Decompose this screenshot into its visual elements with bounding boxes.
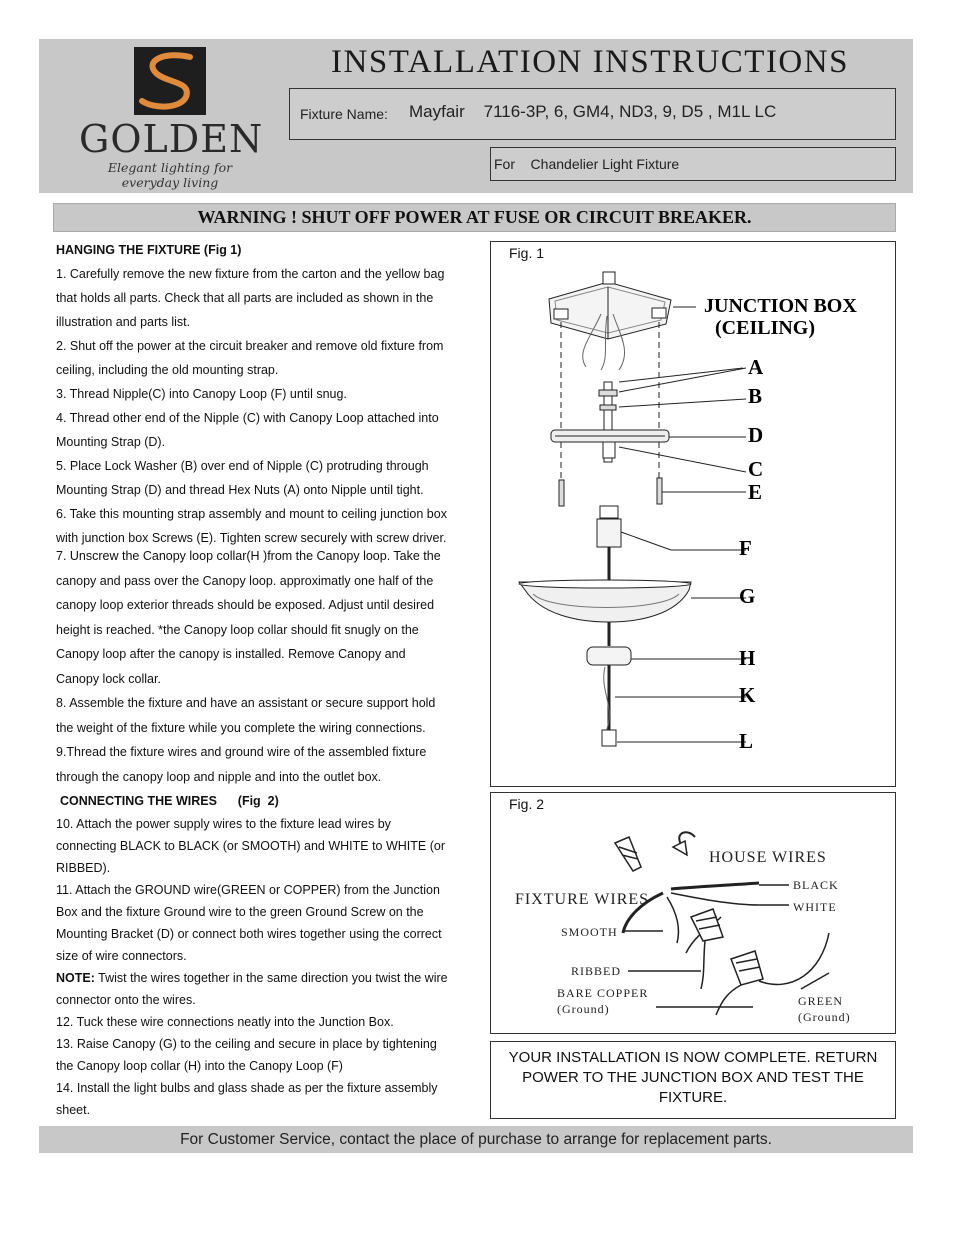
fixture-type-value: For Chandelier Light Fixture <box>494 156 680 172</box>
green-label: GREEN <box>798 994 843 1008</box>
golden-logo <box>79 42 264 192</box>
brand-name: GOLDEN <box>79 117 264 161</box>
figure-1 <box>490 241 896 787</box>
figure-2 <box>490 792 896 1034</box>
step-line: through the canopy loop and nipple and into the outlet box. <box>56 769 382 784</box>
smooth-label: SMOOTH <box>561 925 618 939</box>
fixture-type-box <box>490 147 896 181</box>
step-line: 9.Thread the fixture wires and ground wire of the assembled fixture <box>56 745 427 759</box>
ceiling-label: (CEILING) <box>715 317 816 339</box>
step-line: connecting BLACK to BLACK (or SMOOTH) and WHITE to WHITE (or <box>56 839 445 853</box>
completion-note <box>490 1041 896 1119</box>
step-line: 11. Attach the GROUND wire(GREEN or COPPER) from the Junction <box>56 883 440 897</box>
note-text: Twist the wires together in the same direction you twist the wire <box>94 971 448 985</box>
warning-banner: WARNING ! SHUT OFF POWER AT FUSE OR CIRCUIT BREAKER. <box>53 203 896 232</box>
ground-left-label: (Ground) <box>557 1002 610 1016</box>
step-line: RIBBED). <box>56 861 111 875</box>
bare-copper-label: BARE COPPER <box>557 986 649 1000</box>
fixture-name-box <box>289 88 896 140</box>
wiring-heading: CONNECTING THE WIRES (Fig 2) <box>60 794 279 808</box>
step-line: 3. Thread Nipple(C) into Canopy Loop (F) until snug. <box>56 387 347 401</box>
part-label-d: D <box>748 423 764 447</box>
step-line: Canopy loop after the canopy is installed. Remove Canopy and <box>56 647 406 661</box>
step-line: the weight of the fixture while you complete the wiring connections. <box>56 720 426 735</box>
wiring-steps <box>56 813 481 1121</box>
step-line: ceiling, including the old mounting strap. <box>56 363 279 377</box>
part-label-g: G <box>739 584 756 608</box>
step-line: that holds all parts. Check that all parts are included as shown in the <box>56 291 434 305</box>
hanging-steps-continued <box>56 544 481 789</box>
golden-s-logo-icon <box>134 47 206 115</box>
step-line: size of wire connectors. <box>56 949 187 963</box>
step-line: Canopy lock collar. <box>56 671 161 686</box>
part-label-l: L <box>739 729 754 753</box>
part-label-k: K <box>739 683 756 707</box>
completion-line: YOUR INSTALLATION IS NOW COMPLETE. RETURN <box>508 1049 878 1066</box>
part-label-a: A <box>748 355 764 379</box>
step-line: 6. Take this mounting strap assembly and mount to ceiling junction box <box>56 507 447 521</box>
step-line: 14. Install the light bulbs and glass shade as per the fixture assembly <box>56 1081 438 1095</box>
note-line <box>56 967 481 989</box>
step-line: the Canopy loop collar (H) into the Canopy Loop (F) <box>56 1059 343 1073</box>
note-label: NOTE: <box>56 971 95 985</box>
step-line: Mounting Bracket (D) or connect both wires together using the correct <box>56 927 442 941</box>
completion-text <box>491 1048 895 1108</box>
house-wires-label: HOUSE WIRES <box>709 849 827 866</box>
fixture-exploded-diagram <box>491 242 895 786</box>
part-label-e: E <box>748 480 763 504</box>
black-label: BLACK <box>793 878 839 892</box>
step-line: 2. Shut off the power at the circuit breaker and remove old fixture from <box>56 339 444 353</box>
step-line: 10. Attach the power supply wires to the fixture lead wires by <box>56 817 391 831</box>
figure-2-label: Fig. 2 <box>509 796 545 812</box>
hanging-steps <box>56 262 481 550</box>
step-line: 13. Raise Canopy (G) to the ceiling and secure in place by tightening <box>56 1037 437 1051</box>
step-line: Mounting Strap (D) and thread Hex Nuts (A) onto Nipple until tight. <box>56 483 424 497</box>
step-line: 4. Thread other end of the Nipple (C) with Canopy Loop attached into <box>56 411 439 425</box>
fixture-wires-label: FIXTURE WIRES <box>515 891 650 908</box>
step-line: canopy and pass over the Canopy loop. approximatly one half of the <box>56 573 434 588</box>
brand-tagline: Elegant lighting for everyday living <box>107 160 233 190</box>
ribbed-label: RIBBED <box>571 964 622 978</box>
completion-line: FIXTURE. <box>658 1089 728 1106</box>
part-label-h: H <box>739 646 756 670</box>
note-line: connector onto the wires. <box>56 993 196 1007</box>
completion-line: POWER TO THE JUNCTION BOX AND TEST THE <box>522 1069 864 1086</box>
step-line: 7. Unscrew the Canopy loop collar(H )from the Canopy loop. Take the <box>56 549 441 563</box>
customer-service-footer: For Customer Service, contact the place of purchase to arrange for replacement parts. <box>39 1126 913 1153</box>
page-title: INSTALLATION INSTRUCTIONS <box>331 44 849 80</box>
step-line: Mounting Strap (D). <box>56 435 166 449</box>
ground-right-label: (Ground) <box>798 1010 851 1024</box>
white-label: WHITE <box>793 900 837 914</box>
step-line: 5. Place Lock Washer (B) over end of Nipple (C) protruding through <box>56 459 429 473</box>
step-line: illustration and parts list. <box>56 315 191 329</box>
step-line: Box and the fixture Ground wire to the green Ground Screw on the <box>56 905 424 919</box>
fixture-name-label: Fixture Name: <box>300 106 388 122</box>
fixture-name-value: Mayfair 7116-3P, 6, GM4, ND3, 9, D5 , M1L LC <box>409 102 777 121</box>
part-label-f: F <box>739 536 752 560</box>
part-label-b: B <box>748 384 763 408</box>
step-line: 8. Assemble the fixture and have an assistant or secure support hold <box>56 696 436 710</box>
junction-box-label: JUNCTION BOX <box>704 295 857 317</box>
step-line: canopy loop exterior threads should be exposed. Adjust until desired <box>56 598 435 612</box>
step-line: with junction box Screws (E). Tighten screw securely with screw driver. <box>56 531 447 545</box>
part-label-c: C <box>748 457 764 481</box>
step-line: 1. Carefully remove the new fixture from the carton and the yellow bag <box>56 267 445 281</box>
wiring-diagram <box>491 793 895 1033</box>
step-line: sheet. <box>56 1103 91 1117</box>
step-line: 12. Tuck these wire connections neatly into the Junction Box. <box>56 1015 394 1029</box>
figure-1-label: Fig. 1 <box>509 245 545 261</box>
step-line: height is reached. *the Canopy loop collar should fit snugly on the <box>56 622 419 637</box>
hanging-heading: HANGING THE FIXTURE (Fig 1) <box>56 243 242 257</box>
